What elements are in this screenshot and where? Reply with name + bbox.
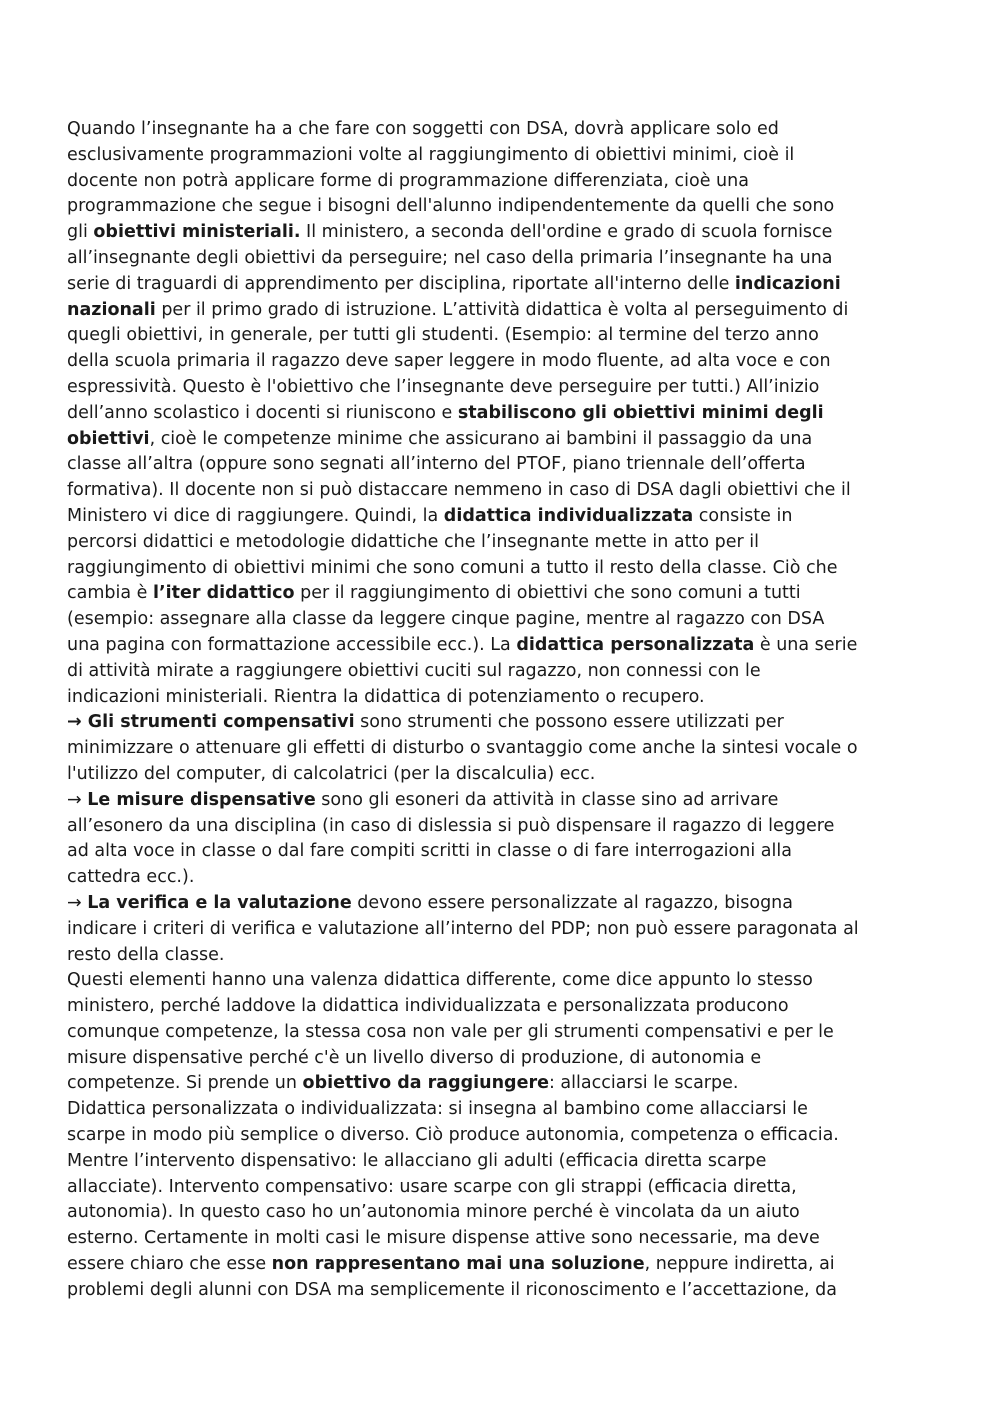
bold-span: l’iter didattico <box>152 583 295 604</box>
paragraph-strumenti-compensativi <box>67 710 917 787</box>
text-span: sono strumenti che possono essere utilizzati per minimizzare o attenuare gli effetti di disturbo o svantaggio come anche la sintesi vocale o l'utilizzo del computer, di calcolatrici (per la discalculia) ecc. <box>67 712 858 784</box>
text-span: è una serie di attività mirate a raggiungere obiettivi cuciti sul ragazzo, non connessi con le indicazioni ministeriali. Rientra la didattica di potenziamento o recupero. <box>67 634 858 707</box>
text-span: Questi elementi hanno una valenza didattica differente, come dice appunto lo stesso ministero, perché laddove la didattica individualizzata e personalizzata producono comunque competenze, la stessa cosa non vale per gli strumenti compensativi e per le misure dispensative perché c'è un livello diverso di produzione, di autonomia e competenze. Si prende un <box>67 970 834 1094</box>
document-page <box>67 117 917 1304</box>
text-span: : allacciarsi le scarpe. <box>548 1073 739 1094</box>
arrow-glyph: → <box>67 789 88 810</box>
bold-span: indicazioni nazionali <box>67 273 841 320</box>
bold-span: didattica individualizzata <box>443 505 694 526</box>
text-span: Quando l’insegnante ha a che fare con soggetti con DSA, dovrà applicare solo ed esclusivamente programmazioni volte al raggiungimento di obiettivi minimi, cioè il docente non potrà applicare forme di programmazione differenziata, cioè una programmazione che segue i bisogni dell'alunno indipendentemente da quelli che sono gli <box>67 119 835 243</box>
paragraph-esempio-scarpe <box>67 1097 917 1303</box>
paragraph-intro <box>67 117 917 710</box>
bold-span: obiettivo da raggiungere <box>302 1073 549 1094</box>
text-span: per il primo grado di istruzione. L’attività didattica è volta al perseguimento di quegli obiettivi, in generale, per tutti gli studenti. (Esempio: al termine del terzo anno della scuola primaria il ragazzo deve saper leggere in modo fluente, ad alta voce e con espressività. Questo è l'obiettivo che l’insegnante deve perseguire per tutti.) All’inizio dell’anno scolastico i docenti si riuniscono e <box>67 299 849 423</box>
text-span: per il raggiungimento di obiettivi che sono comuni a tutti (esempio: assegnare alla classe da leggere cinque pagine, mentre al ragazzo con DSA una pagina con formattazione accessibile ecc.). La <box>67 583 825 655</box>
bold-span: → Gli strumenti compensativi <box>67 712 355 733</box>
text-span: Il ministero, a seconda dell'ordine e grado di scuola fornisce all’insegnante degli obiettivi da perseguire; nel caso della primaria l’insegnante ha una serie di traguardi di apprendimento per disciplina, riportate all'interno delle <box>67 222 833 294</box>
paragraph-misure-dispensative <box>67 788 917 891</box>
text-span: , cioè le competenze minime che assicurano ai bambini il passaggio da una classe all’altra (oppure sono segnati all’interno del PTOF, piano triennale dell’offerta formativa). Il docente non si può distaccare nemmeno in caso di DSA dagli obiettivi che il Ministero vi dice di raggiungere. Quindi, la <box>67 428 851 526</box>
text-span: devono essere personalizzate al ragazzo, bisogna indicare i criteri di verifica e valutazione all’interno del PDP; non può essere paragonata al resto della classe. <box>67 892 859 965</box>
bold-span: Le misure dispensative <box>87 789 316 810</box>
bold-span: non rappresentano mai una soluzione <box>271 1254 645 1275</box>
bold-span: didattica personalizzata <box>516 634 755 655</box>
bold-span: La verifica e la valutazione <box>87 892 352 913</box>
text-span: , neppure indiretta, ai problemi degli alunni con DSA ma semplicemente il riconoscimento e l’accettazione, da <box>67 1254 838 1300</box>
bold-span: stabiliscono gli obiettivi minimi degli obiettivi <box>67 402 824 449</box>
arrow-glyph: → <box>67 892 88 913</box>
bold-span: obiettivi ministeriali. <box>93 222 301 243</box>
text-span: sono gli esoneri da attività in classe sino ad arrivare all’esonero da una disciplina (in caso di dislessia si può dispensare il ragazzo di leggere ad alta voce in classe o dal fare compiti scritti in classe o di fare interrogazioni alla cattedra ecc.). <box>67 789 835 888</box>
paragraph-valenza-didattica <box>67 968 917 1097</box>
paragraph-verifica-valutazione <box>67 891 917 968</box>
text-span: Didattica personalizzata o individualizzata: si insegna al bambino come allacciarsi le scarpe in modo più semplice o diverso. Ciò produce autonomia, competenza o efficacia. Mentre l’intervento dispensativo: le allacciano gli adulti (efficacia diretta scarpe allacciate). Intervento compensativo: usare scarpe con gli strappi (efficacia diretta, autonomia). In questo caso ho un’autonomia minore perché è vincolata da un aiuto esterno. Certamente in molti casi le misure dispense attive sono necessarie, ma deve essere chiaro che esse <box>67 1099 839 1275</box>
text-span: consiste in percorsi didattici e metodologie didattiche che l’insegnante mette in atto per il raggiungimento di obiettivi minimi che sono comuni a tutto il resto della classe. Ciò che cambia è <box>67 505 838 604</box>
